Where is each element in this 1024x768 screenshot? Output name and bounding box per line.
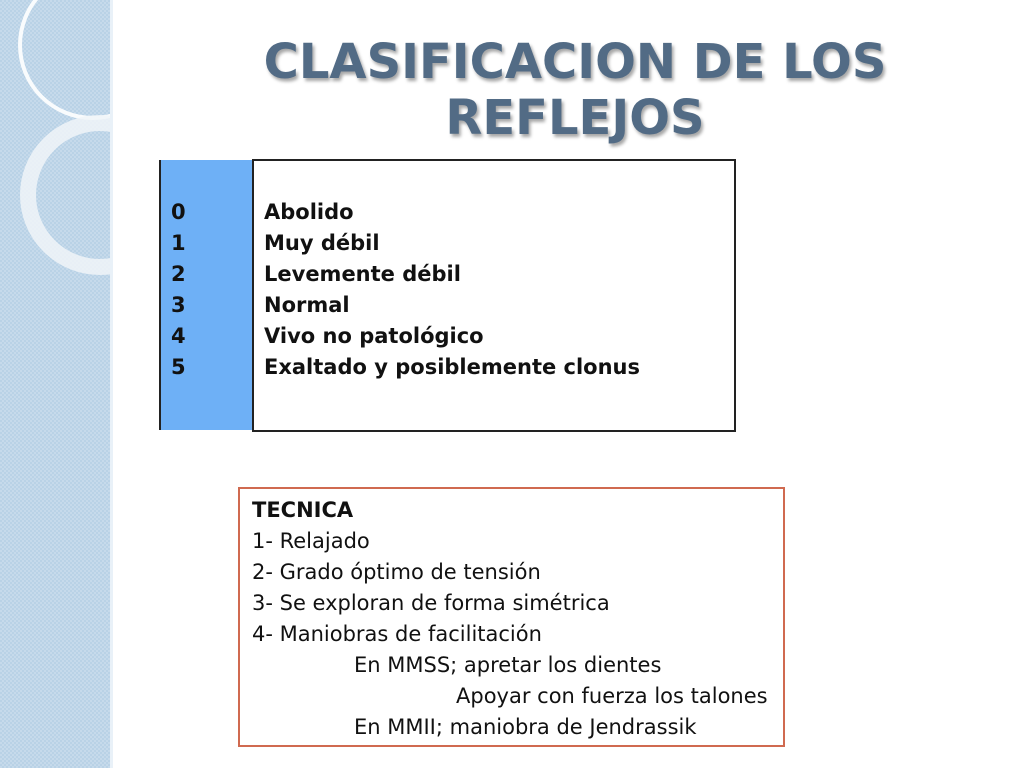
technique-title: TECNICA: [252, 498, 354, 522]
grade-label-4: Vivo no patológico: [264, 324, 484, 348]
technique-box: [238, 487, 785, 747]
grade-score-3: 3: [171, 293, 186, 317]
slide-title: CLASIFICACION DE LOS REFLEJOS: [263, 34, 887, 146]
grade-label-0: Abolido: [264, 200, 354, 224]
grade-score-column: [159, 160, 252, 430]
technique-step-1: 1- Relajado: [252, 529, 370, 553]
grade-label-2: Levemente débil: [264, 262, 461, 286]
grade-label-1: Muy débil: [264, 231, 380, 255]
technique-sub-mmii: En MMII; maniobra de Jendrassik: [354, 715, 697, 739]
technique-sub-mmss: En MMSS; apretar los dientes: [354, 653, 662, 677]
decorative-circle-top: [18, 0, 113, 120]
technique-step-4: 4- Maniobras de facilitación: [252, 622, 542, 646]
grade-score-5: 5: [171, 355, 186, 379]
grade-score-2: 2: [171, 262, 186, 286]
technique-sub-talones: Apoyar con fuerza los talones: [456, 684, 768, 708]
grade-score-0: 0: [171, 200, 186, 224]
technique-step-2: 2- Grado óptimo de tensión: [252, 560, 541, 584]
decorative-circle-middle: [20, 115, 113, 275]
grade-score-4: 4: [171, 324, 186, 348]
decorative-side-panel: [0, 0, 113, 768]
grade-score-1: 1: [171, 231, 186, 255]
grade-description-box: [252, 159, 736, 432]
grade-label-5: Exaltado y posiblemente clonus: [264, 355, 641, 379]
technique-step-3: 3- Se exploran de forma simétrica: [252, 591, 610, 615]
grade-label-3: Normal: [264, 293, 350, 317]
